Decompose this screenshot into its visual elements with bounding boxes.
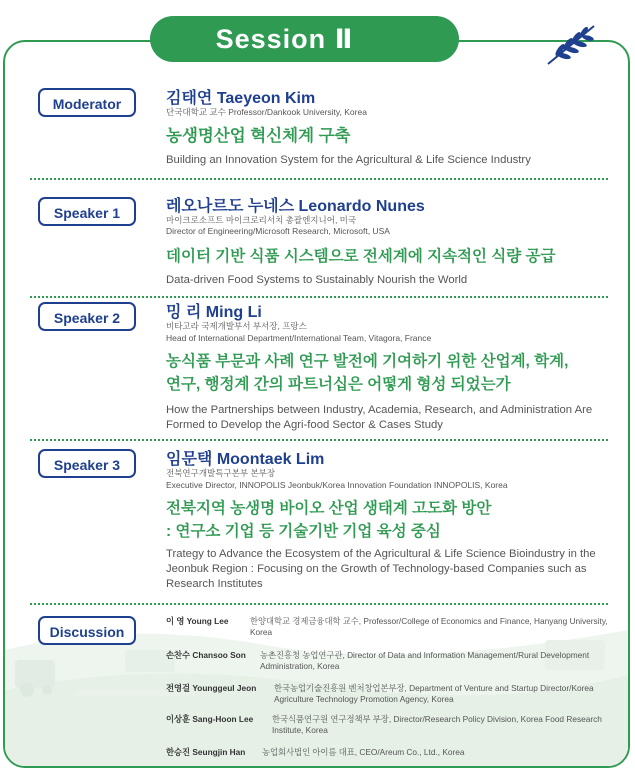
speaker-3-affiliation-ko: 전북연구개발특구본부 본부장 [166,468,276,478]
panelist [166,616,611,640]
panelist [166,650,611,674]
panelist-name: 한승진 Seungjin Han [166,747,246,757]
speaker-2-title-ko-line2: 연구, 행정계 간의 파트너십은 어떻게 형성 되었는가 [166,376,511,393]
speaker-1-title-en: Data-driven Food Systems to Sustainably Nourish the World [166,274,468,286]
panelist-name: 이상훈 Sang-Hoon Lee [166,714,254,724]
speaker-3-affiliation-en: Executive Director, INNOPOLIS Jeonbuk/Korea Innovation Foundation INNOPOLIS, Korea [166,480,508,490]
panelist-name: 이 영 Young Lee [166,616,229,626]
moderator-affiliation: 단국대학교 교수 Professor/Dankook University, Korea [166,107,367,117]
speaker-2-title-ko-line1: 농식품 부문과 사례 연구 발전에 기여하기 위한 산업계, 학계, [166,353,569,370]
panelist [166,683,611,707]
moderator-title-en: Building an Innovation System for the Agricultural & Life Science Industry [166,154,531,166]
speaker-3-title-en: Trategy to Advance the Ecosystem of the Agricultural & Life Science Bioindustry in the Jeonbuk Region : Focusing on the Growth of Technology-based Companies such as Research Institutes [166,548,596,590]
leaf-branch-icon [542,22,600,68]
speaker-3-label: Speaker 3 [38,449,136,478]
session-title: Session Ⅱ [215,24,354,54]
speaker-3-name: 임문택 Moontaek Lim [166,451,325,468]
moderator-name: 김태연 Taeyeon Kim [166,90,316,107]
speaker-2-title-en: How the Partnerships between Industry, Academia, Research, and Administration Are Formed to Develop the Agri-food Sector & Cases Study [166,404,593,431]
divider [30,439,608,441]
session-header [150,16,459,62]
divider [30,296,608,298]
speaker-2-affiliation-ko: 비타고라 국제개발부서 부서장, 프랑스 [166,321,307,331]
speaker-1-affiliation-en: Director of Engineering/Microsoft Research, Microsoft, USA [166,226,390,236]
panelist-affiliation: 한국식품연구원 연구정책부 부장, Director/Research Policy Division, Korea Food Research Institute, Korea [272,714,602,735]
panelist [166,747,611,759]
speaker-2-name: 밍 리 Ming Li [166,304,262,321]
discussion-label: Discussion [38,616,136,645]
speaker-2-affiliation-en: Head of International Department/International Team, Vitagora, France [166,333,432,343]
panelist-affiliation: 한국농업기술진흥원 벤처창업본부장, Department of Venture and Startup Director/Korea Agriculture Technology Promotion Agency, Korea [274,683,594,704]
speaker-1-label: Speaker 1 [38,197,136,226]
panelist-affiliation: 농촌진흥청 농업연구관, Director of Data and Information Management/Rural Development Administration, Korea [260,650,590,671]
divider [30,603,608,605]
speaker-3-title-ko-line2: : 연구소 기업 등 기술기반 기업 육성 중심 [166,523,441,540]
speaker-1-title-ko: 데이터 기반 식품 시스템으로 전세계에 지속적인 식량 공급 [166,248,556,265]
panelist-name: 전영걸 Younggeul Jeon [166,683,257,693]
speaker-2-label: Speaker 2 [38,302,136,331]
panelist-affiliation: 한양대학교 경제금융대학 교수, Professor/College of Economics and Finance, Hanyang University, Korea [250,616,608,637]
speaker-3-title-ko-line1: 전북지역 농생명 바이오 산업 생태계 고도화 방안 [166,500,492,517]
moderator-title-ko: 농생명산업 혁신체계 구축 [166,127,351,145]
speaker-1-name: 레오나르도 누네스 Leonardo Nunes [166,198,425,215]
panelist-affiliation: 농업회사법인 아이름 대표, CEO/Areum Co., Ltd., Korea [262,747,465,757]
divider [30,178,608,180]
panelist [166,714,611,738]
panelist-name: 손찬수 Chansoo Son [166,650,246,660]
moderator-label: Moderator [38,88,136,117]
speaker-1-affiliation-ko: 마이크로소프트 마이크로리서치 총괄엔지니어, 미국 [166,215,357,225]
